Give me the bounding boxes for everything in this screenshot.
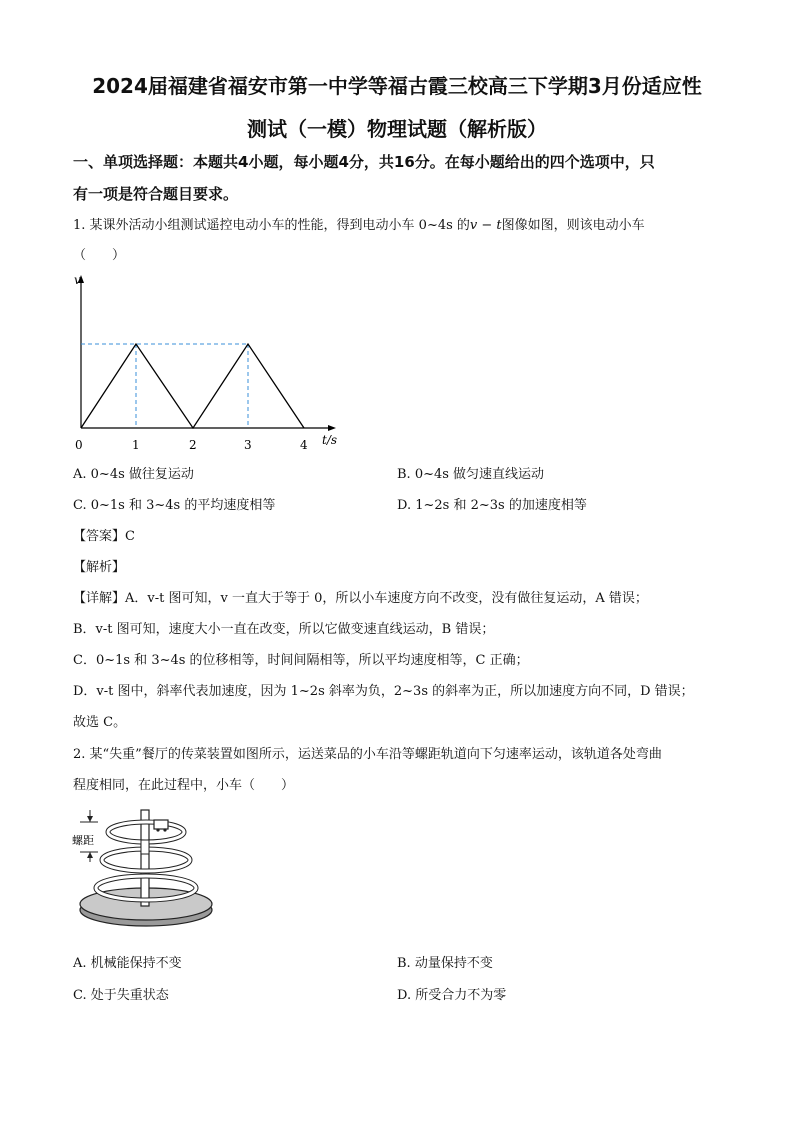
q1-vt-graph xyxy=(64,268,354,458)
cart-wheel-icon xyxy=(156,828,159,831)
q1-paren: （ ） xyxy=(73,248,126,263)
tick-label: 4 xyxy=(300,438,308,452)
q1-stem-tail: 图像如图，则该电动小车 xyxy=(501,218,645,233)
q1-answer xyxy=(73,525,135,544)
page-title-line1: 2024届福建省福安市第一中学等福古霞三校高三下学期3月份适应性 xyxy=(92,74,702,98)
q2-option-d: D. 所受合力不为零 xyxy=(397,988,507,1003)
q1-option-b: B. 0~4s 做匀速直线运动 xyxy=(397,467,545,482)
cart-icon xyxy=(154,820,168,829)
section-heading-line2: 有一项是符合题目要求。 xyxy=(73,185,239,203)
tick-label: 3 xyxy=(244,438,252,452)
answer-value: C xyxy=(125,529,135,544)
pitch-arrow-down-icon xyxy=(87,816,93,822)
section-heading-line1: 一、单项选择题：本题共4小题，每小题4分，共16分。在每小题给出的四个选项中，只 xyxy=(73,153,655,171)
pitch-label: 螺距 xyxy=(72,834,94,847)
q1-option-a: A. 0~4s 做往复运动 xyxy=(73,467,194,482)
q2-stem-line2: 程度相同，在此过程中，小车（ ） xyxy=(73,778,295,793)
tick-label: 1 xyxy=(132,438,140,452)
pole-segment xyxy=(141,840,149,854)
q1-detail-line: 【详解】A．v-t 图可知，v 一直大于等于 0，所以小车速度方向不改变，没有做往复运动，A 错误； xyxy=(73,591,648,606)
q2-option-b: B. 动量保持不变 xyxy=(397,956,493,971)
cart-wheel-icon xyxy=(163,828,166,831)
q1-stem xyxy=(73,214,645,233)
q1-vt-symbol: v − t xyxy=(469,218,502,233)
q2-option-c: C. 处于失重状态 xyxy=(73,988,169,1003)
q2-spiral-figure xyxy=(68,800,218,940)
q2-stem-line1: 2. 某“失重”餐厅的传菜装置如图所示，运送菜品的小车沿等螺距轨道向下匀速率运动，该轨道各处弯曲 xyxy=(73,747,662,762)
tick-label: 2 xyxy=(189,438,197,452)
q1-option-d: D. 1~2s 和 2~3s 的加速度相等 xyxy=(397,498,587,513)
q2-option-a: A. 机械能保持不变 xyxy=(73,956,182,971)
q1-detail-line: C．0~1s 和 3~4s 的位移相等，时间间隔相等，所以平均速度相等，C 正确； xyxy=(73,653,529,668)
tick-label: 0 xyxy=(75,438,83,452)
y-axis-label: v xyxy=(74,273,81,287)
q1-stem-text: 1. 某课外活动小组测试遥控电动小车的性能，得到电动小车 0~4s 的 xyxy=(73,218,470,233)
x-axis-arrow-icon xyxy=(328,425,336,431)
page-title-line2: 测试（一模）物理试题（解析版） xyxy=(247,117,547,141)
answer-tag: 【答案】 xyxy=(73,529,126,544)
q1-detail-line: 故选 C。 xyxy=(73,715,127,730)
q1-detail-line: B．v-t 图可知，速度大小一直在改变，所以它做变速直线运动，B 错误； xyxy=(73,622,495,637)
pitch-arrow-up-icon xyxy=(87,852,93,858)
q1-option-c: C. 0~1s 和 3~4s 的平均速度相等 xyxy=(73,498,276,513)
x-axis-label: t/s xyxy=(322,433,338,447)
vt-curve xyxy=(81,344,304,428)
q1-detail-line: D．v-t 图中，斜率代表加速度，因为 1~2s 斜率为负，2~3s 的斜率为正，所以加速度方向不同，D 错误； xyxy=(73,684,694,699)
q1-analysis-tag: 【解析】 xyxy=(73,560,126,575)
